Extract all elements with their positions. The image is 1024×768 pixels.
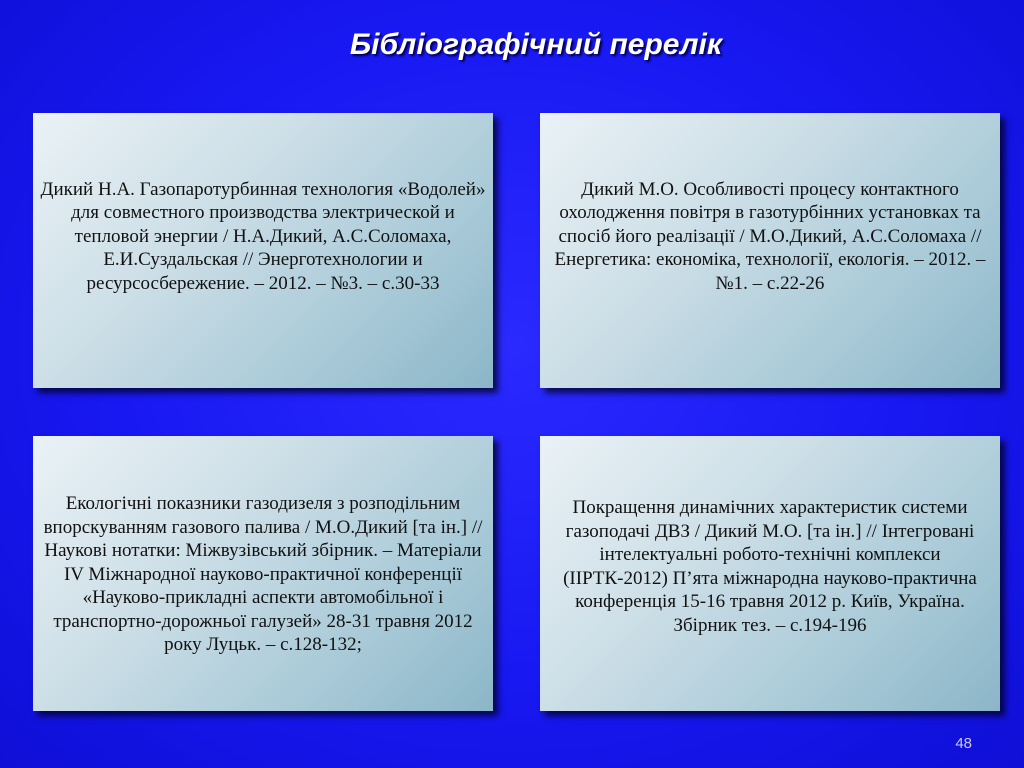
slide-title: Бібліографічний перелік: [349, 28, 723, 61]
reference-card-4: [540, 436, 1000, 711]
reference-text-3: Екологічні показники газодизеля з розподільним впорскуванням газового палива / М.О.Дикий [та ін.] // Наукові нотатки: Міжвузівський збірник. – Матеріали IV Міжнародної науково-практичної конференції «Науково-прикладні аспекти автомобільної і транспортно-дорожньої галузей» 28-31 травня 2012 року Луцьк. – с.128-132;: [43, 493, 483, 656]
slide-number: 48: [955, 735, 972, 752]
reference-text-4: Покращення динамічних характеристик системи газоподачі ДВЗ / Дикий М.О. [та ін.] // Інтегровані інтелектуальні робото-технічні комплекси (ІІРТК-2012) П’ята міжнародна науково-практична конференція 15-16 травня 2012 р. Київ, Україна. Збірник тез. – с.194-196: [563, 497, 977, 636]
reference-card-1: [33, 113, 493, 388]
reference-text-2: Дикий М.О. Особливості процесу контактного охолодження повітря в газотурбінних установках та спосіб його реалізації / М.О.Дикий, А.С.Соломаха // Енергетика: економіка, технології, екологія. – 2012. – №1. – с.22-26: [554, 178, 986, 294]
reference-card-3: [33, 436, 493, 711]
reference-card-2: [540, 113, 1000, 388]
reference-text-1: Дикий Н.А. Газопаротурбинная технология «Водолей» для совместного производства электрической и тепловой энергии / Н.А.Дикий, А.С.Соломаха, Е.И.Суздальская // Энерготехнологии и ресурсосбережение. – 2012. – №3. – с.30-33: [40, 178, 486, 294]
